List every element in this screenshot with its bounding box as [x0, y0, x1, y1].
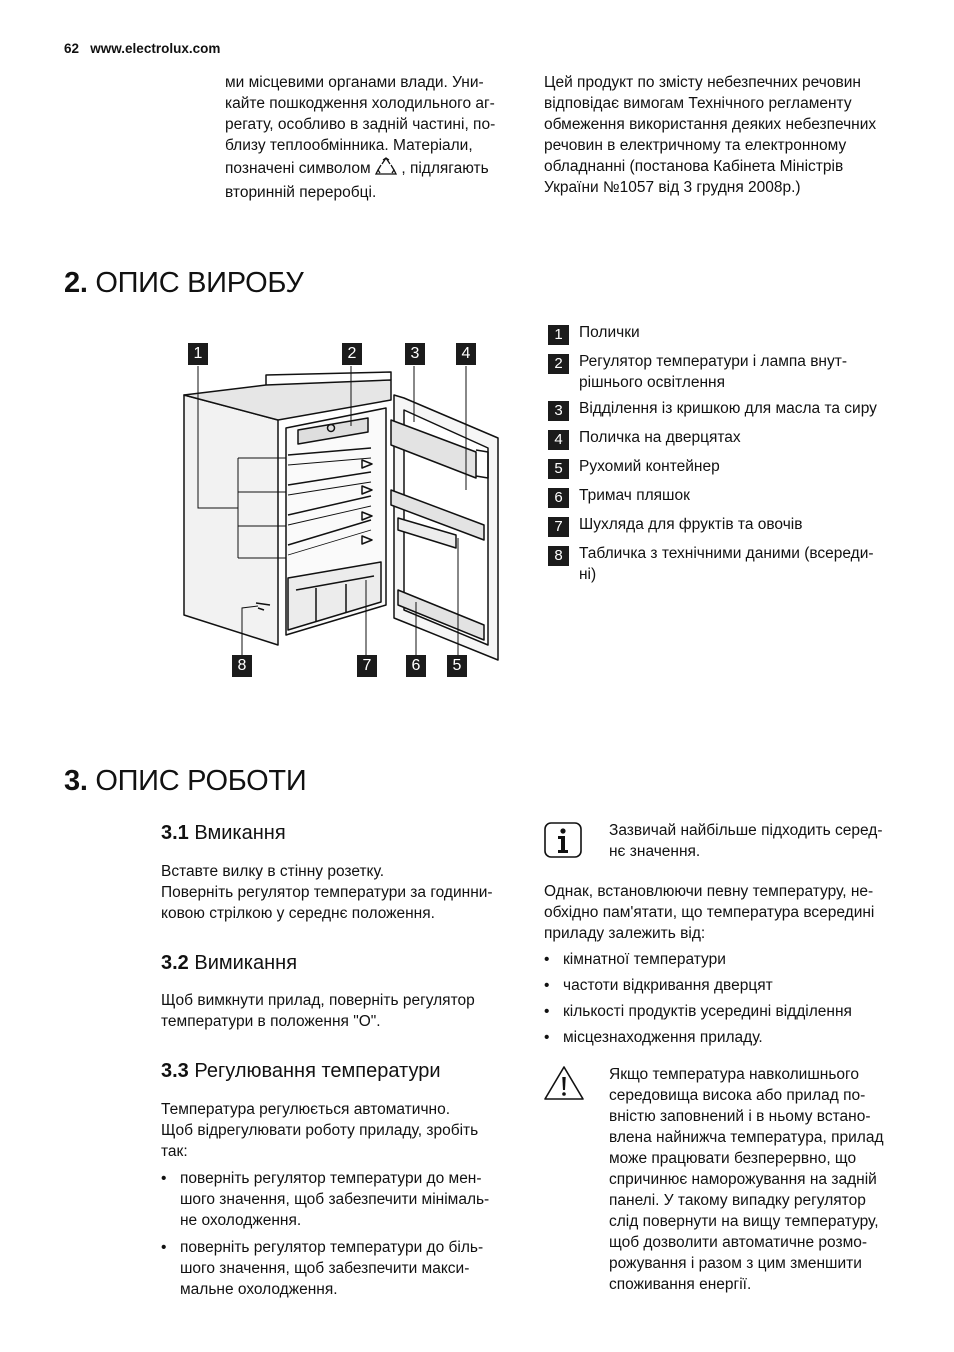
body-line: ковою стрілкою у середнє положення.: [161, 905, 435, 922]
warning-line: може працювати безперервно, що: [609, 1150, 857, 1167]
intro-left-line: [225, 156, 525, 182]
callout-5: 5: [447, 655, 467, 677]
body-line: обхідно пам'ятати, що температура всередині: [544, 904, 875, 921]
intro-right: [544, 72, 914, 198]
body-line: Температура регулюється автоматично.: [161, 1101, 451, 1118]
warning-line: рожування і разом з цим зменшити: [609, 1255, 862, 1272]
symbol-text-before: позначені символом: [225, 160, 371, 177]
info-note-line: Зазвичай найбільше підходить серед-: [609, 822, 883, 839]
subsection-3-2-body: [161, 990, 521, 1032]
intro-left: [225, 72, 525, 203]
legend-number: 1: [548, 325, 569, 345]
subsection-number: 3.2: [161, 952, 189, 974]
legend-text-line: Регулятор температури і лампа внут-: [579, 353, 847, 370]
list-item: • місцезнаходження приладу.: [544, 1027, 914, 1048]
subsection-title: Вмикання: [194, 822, 286, 844]
warning-line: слід повернути на вищу температуру,: [609, 1213, 879, 1230]
list-item-line: • поверніть регулятор температури до біль-: [180, 1239, 484, 1256]
legend-number: 8: [548, 546, 569, 566]
intro-right-line: речовин в електричному та електронному: [544, 137, 847, 154]
page-number: 62: [64, 41, 80, 56]
body-line: так:: [161, 1143, 188, 1160]
intro-left-line: вторинній переробці.: [225, 184, 377, 201]
warning-line: споживання енергії.: [609, 1276, 752, 1293]
list-item: [161, 1237, 521, 1300]
legend-number: 5: [548, 459, 569, 479]
warning-line: панелі. У такому випадку регулятор: [609, 1192, 866, 1209]
section-title: ОПИС ВИРОБУ: [95, 267, 304, 299]
legend-text: [579, 351, 899, 393]
subsection-3-3-body: [161, 1099, 521, 1300]
list-item-line: • поверніть регулятор температури до мен-: [180, 1170, 482, 1187]
list-item-line: шого значення, щоб забезпечити мінімаль-: [180, 1191, 490, 1208]
page-header: [64, 38, 220, 59]
legend-text: [579, 543, 899, 585]
website: www.electrolux.com: [90, 41, 221, 56]
intro-right-line: обмеження використання деяких небезпечних: [544, 116, 877, 133]
body-line: Вставте вилку в стінну розетку.: [161, 863, 385, 880]
body-line: приладу залежить від:: [544, 925, 706, 942]
intro-left-line: регату, особливо в задній частині, по-: [225, 116, 496, 133]
callout-2: 2: [342, 343, 362, 365]
section-number: 3.: [64, 765, 88, 797]
adjust-list: [161, 1168, 521, 1300]
legend-text-line: рішнього освітлення: [579, 374, 725, 391]
warning-line: влена найнижча температура, прилад: [609, 1129, 884, 1146]
legend-text: Поличка на дверцятах: [579, 429, 741, 446]
info-note: [609, 820, 909, 862]
warning-line: спричинює наморожування на задній: [609, 1171, 877, 1188]
legend-text-line: Табличка з технічними даними (всереди-: [579, 545, 874, 562]
list-item-line: мальне охолодження.: [180, 1281, 338, 1298]
section-2-heading: [64, 266, 304, 300]
fridge-diagram: [176, 340, 516, 680]
legend-number: 6: [548, 488, 569, 508]
warning-note: [609, 1064, 909, 1295]
subsection-3-3-heading: [161, 1058, 441, 1084]
callout-7: 7: [357, 655, 377, 677]
list-item: • частоти відкривання дверцят: [544, 975, 914, 996]
section-3-heading: [64, 764, 306, 798]
depends-list: [544, 949, 914, 1048]
list-item: [161, 1168, 521, 1231]
legend-text: Рухомий контейнер: [579, 458, 720, 475]
callout-6: 6: [406, 655, 426, 677]
info-icon: [544, 822, 582, 858]
legend-text: Шухляда для фруктів та овочів: [579, 516, 803, 533]
warning-line: середовища висока або прилад по-: [609, 1087, 866, 1104]
list-item-line: не охолодження.: [180, 1212, 302, 1229]
intro-right-line: Цей продукт по змісту небезпечних речовин: [544, 74, 861, 91]
recycle-icon: [375, 157, 397, 177]
legend-text: Відділення із кришкою для масла та сиру: [579, 400, 877, 417]
list-item-line: шого значення, щоб забезпечити макси-: [180, 1260, 470, 1277]
callout-3: 3: [405, 343, 425, 365]
legend-text: Тримач пляшок: [579, 487, 690, 504]
list-item: • кімнатної температури: [544, 949, 914, 970]
section-number: 2.: [64, 267, 88, 299]
subsection-title: Вимикання: [194, 952, 298, 974]
body-line: Однак, встановлюючи певну температуру, не-: [544, 883, 874, 900]
legend-number: 7: [548, 517, 569, 537]
body-line: температури в положення "О".: [161, 1013, 381, 1030]
callout-1: 1: [188, 343, 208, 365]
callout-4: 4: [456, 343, 476, 365]
intro-right-line: відповідає вимогам Технічного регламенту: [544, 95, 852, 112]
symbol-text-after: , підлягають: [401, 160, 489, 177]
legend-number: 3: [548, 401, 569, 421]
subsection-3-1-heading: [161, 820, 286, 846]
subsection-3-2-heading: [161, 950, 297, 976]
intro-left-line: ми місцевими органами влади. Уни-: [225, 74, 484, 91]
legend-text: Полички: [579, 324, 640, 341]
info-note-line: нє значення.: [609, 843, 701, 860]
list-item: • кількості продуктів усередині відділення: [544, 1001, 914, 1022]
warning-line: вністю заповнений і в ньому встано-: [609, 1108, 871, 1125]
subsection-number: 3.3: [161, 1060, 189, 1082]
temperature-body: [544, 881, 914, 1048]
warning-icon: [543, 1065, 585, 1101]
subsection-3-1-body: [161, 861, 521, 924]
intro-left-line: близу теплообмінника. Матеріали,: [225, 137, 473, 154]
legend-number: 2: [548, 354, 569, 374]
intro-right-line: України №1057 від 3 грудня 2008р.): [544, 179, 801, 196]
section-title: ОПИС РОБОТИ: [95, 765, 307, 797]
warning-line: Якщо температура навколишнього: [609, 1066, 859, 1083]
warning-line: щоб дозволити автоматичне розмо-: [609, 1234, 868, 1251]
intro-left-line: кайте пошкодження холодильного аг-: [225, 95, 495, 112]
subsection-number: 3.1: [161, 822, 189, 844]
body-line: Поверніть регулятор температури за годинни-: [161, 884, 493, 901]
subsection-title: Регулювання температури: [194, 1060, 441, 1082]
intro-right-line: обладнанні (постанова Кабінета Міністрів: [544, 158, 844, 175]
callout-8: 8: [232, 655, 252, 677]
body-line: Щоб відрегулювати роботу приладу, зробіть: [161, 1122, 479, 1139]
legend-number: 4: [548, 430, 569, 450]
body-line: Щоб вимкнути прилад, поверніть регулятор: [161, 992, 475, 1009]
legend-text-line: ні): [579, 566, 597, 583]
